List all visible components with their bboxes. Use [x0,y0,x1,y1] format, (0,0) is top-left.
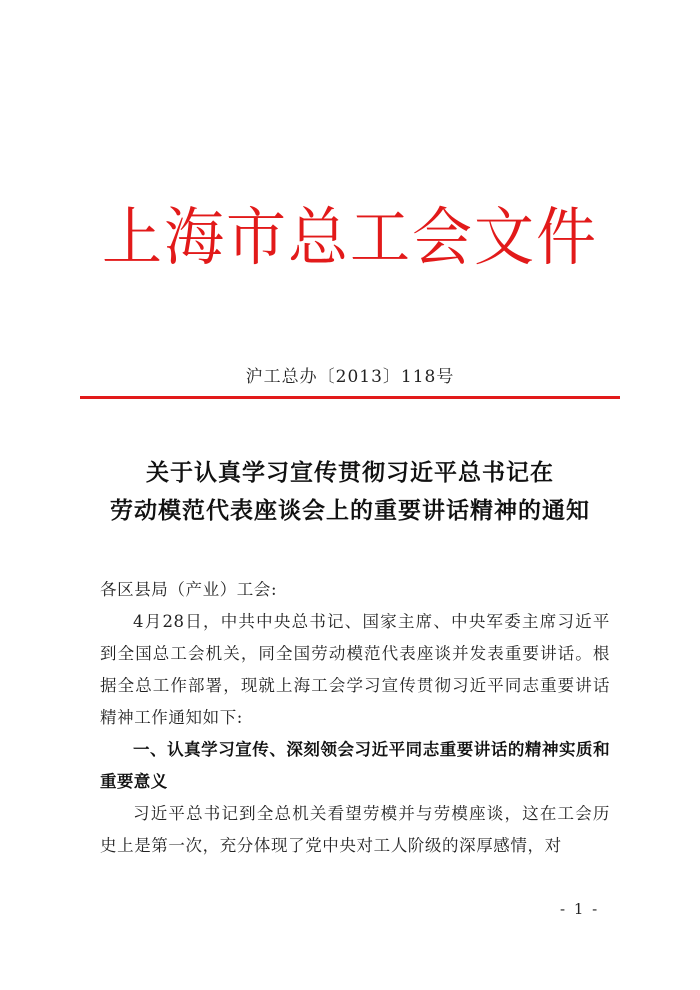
salutation: 各区县局（产业）工会: [100,580,278,599]
red-divider-rule [80,396,620,399]
title-line-2: 劳动模范代表座谈会上的重要讲话精神的通知 [110,497,590,524]
title-line-1: 关于认真学习宣传贯彻习近平总书记在 [146,459,554,486]
section-heading: 一、认真学习宣传、深刻领会习近平同志重要讲话的精神实质和重要意义 [100,740,610,791]
document-body [100,574,610,862]
document-title [0,454,700,530]
body-paragraph: 4月28日，中共中央总书记、国家主席、中央军委主席习近平到全国总工会机关，同全国劳动模范代表座谈并发表重要讲话。根据全总工作部署，现就上海工会学习宣传贯彻习近平同志重要讲话精神工作通知如下: [100,612,610,727]
document-number: 沪工总办〔2013〕118号 [245,367,455,387]
document-masthead: 上海市总工会文件 [102,201,598,275]
body-paragraph: 习近平总书记到全总机关看望劳模并与劳模座谈，这在工会历史上是第一次，充分体现了党中央对工人阶级的深厚感情，对 [100,804,610,855]
page-number: - 1 - [560,900,600,918]
